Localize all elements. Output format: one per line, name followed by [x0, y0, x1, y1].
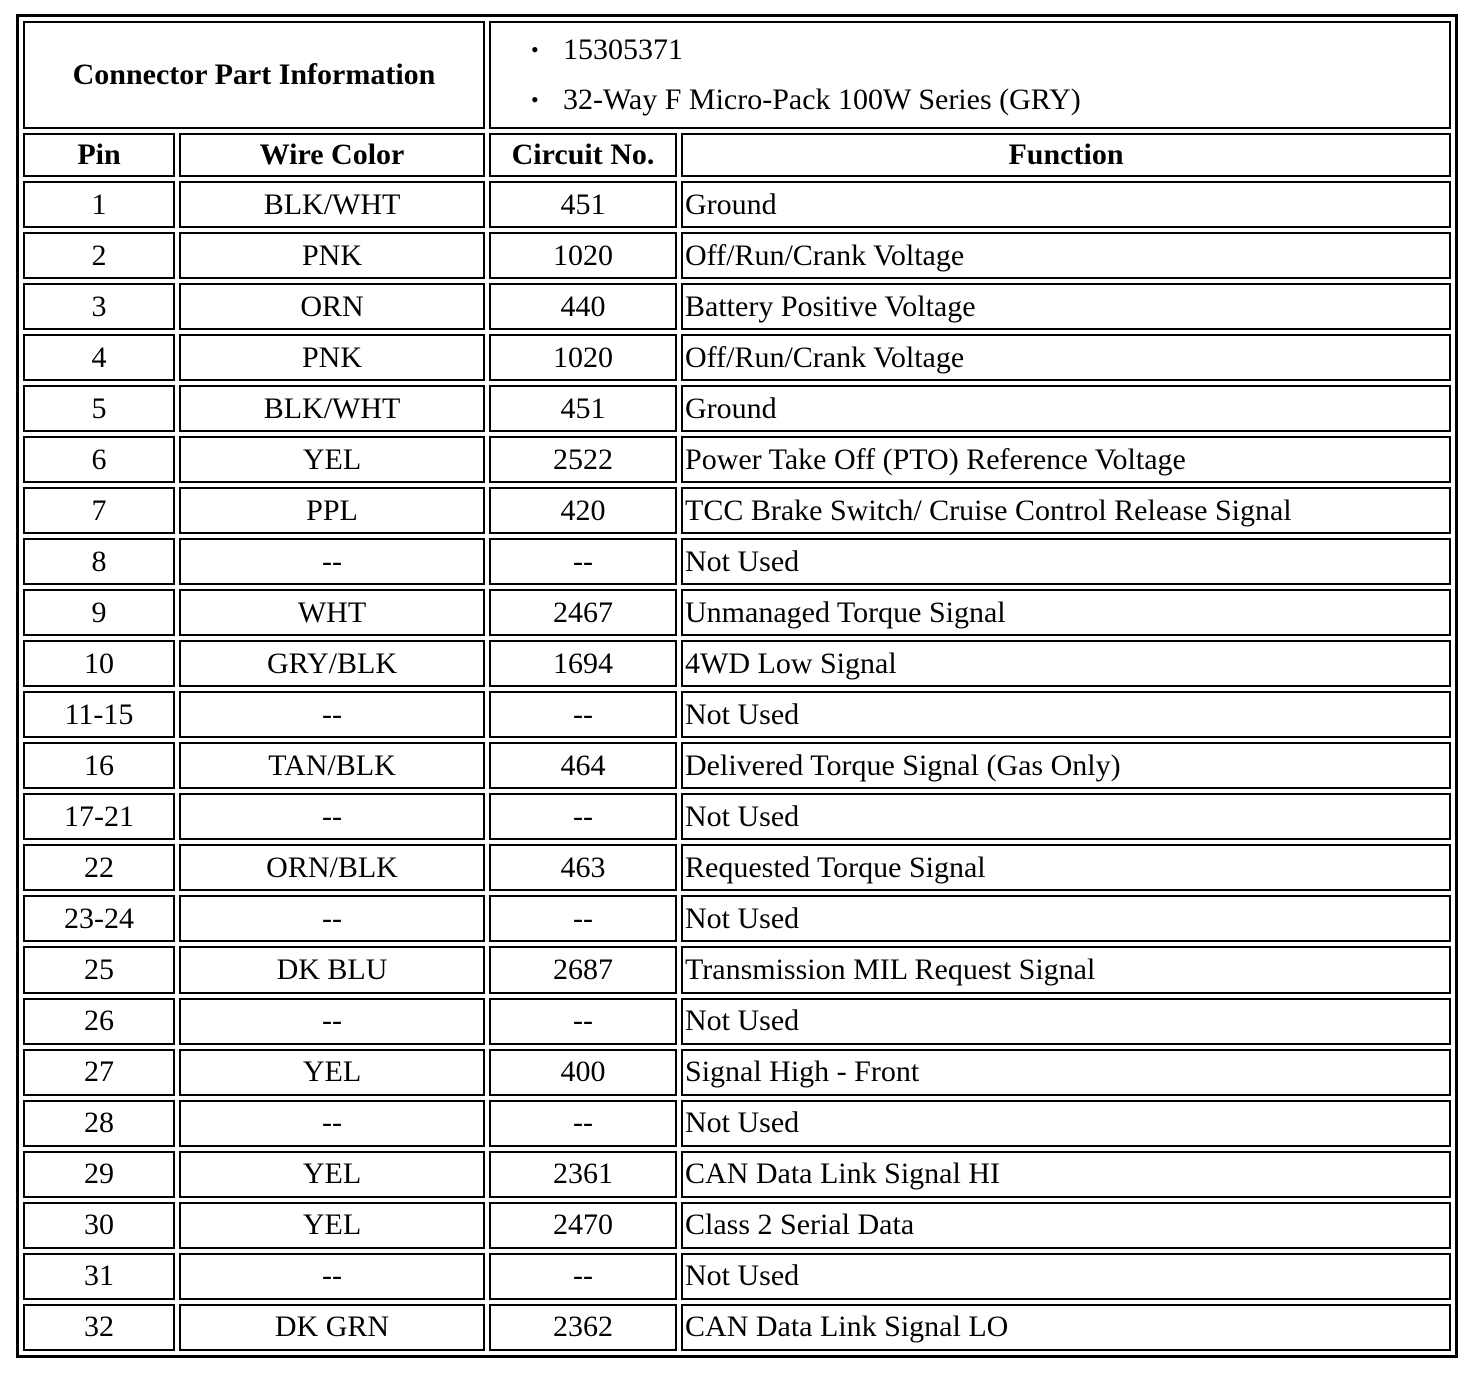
- circuit-no-cell: --: [489, 691, 677, 738]
- part-number: 15305371: [563, 33, 684, 66]
- table-row: [23, 1253, 1451, 1300]
- pin-cell: 6: [23, 436, 175, 483]
- wire-color-cell: BLK/WHT: [179, 181, 485, 228]
- wire-color-cell: TAN/BLK: [179, 742, 485, 789]
- table-row: [23, 640, 1451, 687]
- table-row: [23, 691, 1451, 738]
- bullet-icon: •: [531, 37, 539, 62]
- pin-cell: 10: [23, 640, 175, 687]
- wire-color-cell: BLK/WHT: [179, 385, 485, 432]
- pin-cell: 17-21: [23, 793, 175, 840]
- table-row: [23, 1151, 1451, 1198]
- table-row: [23, 436, 1451, 483]
- circuit-no-cell: 2687: [489, 946, 677, 993]
- function-cell: TCC Brake Switch/ Cruise Control Release Signal: [681, 487, 1451, 534]
- pin-cell: 29: [23, 1151, 175, 1198]
- circuit-no-cell: 2362: [489, 1304, 677, 1351]
- function-cell: Not Used: [681, 691, 1451, 738]
- table-row: [23, 589, 1451, 636]
- circuit-no-cell: --: [489, 1253, 677, 1300]
- pin-cell: 11-15: [23, 691, 175, 738]
- circuit-no-cell: --: [489, 538, 677, 585]
- function-cell: Ground: [681, 181, 1451, 228]
- function-cell: Signal High - Front: [681, 1049, 1451, 1096]
- table-row: [23, 844, 1451, 891]
- wire-color-cell: ORN: [179, 283, 485, 330]
- table-row: [23, 1202, 1451, 1249]
- wire-color-cell: GRY/BLK: [179, 640, 485, 687]
- pin-cell: 8: [23, 538, 175, 585]
- column-header-pin: Pin: [23, 133, 175, 177]
- column-header-wire-color: Wire Color: [179, 133, 485, 177]
- part-info-item: [531, 25, 1449, 75]
- connector-part-info-values: [489, 21, 1451, 129]
- table-row: [23, 538, 1451, 585]
- function-cell: Unmanaged Torque Signal: [681, 589, 1451, 636]
- wire-color-cell: YEL: [179, 1151, 485, 1198]
- function-cell: Off/Run/Crank Voltage: [681, 334, 1451, 381]
- wire-color-cell: WHT: [179, 589, 485, 636]
- part-info-list: [491, 25, 1449, 125]
- circuit-no-cell: 440: [489, 283, 677, 330]
- table-row: [23, 232, 1451, 279]
- table-row: [23, 946, 1451, 993]
- circuit-no-cell: 464: [489, 742, 677, 789]
- circuit-no-cell: --: [489, 1100, 677, 1147]
- wire-color-cell: --: [179, 1100, 485, 1147]
- function-cell: Class 2 Serial Data: [681, 1202, 1451, 1249]
- function-cell: Not Used: [681, 1100, 1451, 1147]
- function-cell: Ground: [681, 385, 1451, 432]
- circuit-no-cell: 451: [489, 181, 677, 228]
- function-cell: Not Used: [681, 1253, 1451, 1300]
- part-info-item: [531, 75, 1449, 125]
- wire-color-cell: DK BLU: [179, 946, 485, 993]
- pin-cell: 31: [23, 1253, 175, 1300]
- table-row: [23, 998, 1451, 1045]
- function-cell: Transmission MIL Request Signal: [681, 946, 1451, 993]
- circuit-no-cell: 463: [489, 844, 677, 891]
- wire-color-cell: --: [179, 1253, 485, 1300]
- wire-color-cell: ORN/BLK: [179, 844, 485, 891]
- table-row: [23, 1304, 1451, 1351]
- pin-cell: 4: [23, 334, 175, 381]
- function-cell: Off/Run/Crank Voltage: [681, 232, 1451, 279]
- pin-cell: 22: [23, 844, 175, 891]
- pin-cell: 3: [23, 283, 175, 330]
- column-header-function: Function: [681, 133, 1451, 177]
- table-row: [23, 895, 1451, 942]
- table-row: [23, 283, 1451, 330]
- table-body: [23, 181, 1451, 1351]
- column-header-row: [23, 133, 1451, 177]
- pin-cell: 30: [23, 1202, 175, 1249]
- function-cell: Delivered Torque Signal (Gas Only): [681, 742, 1451, 789]
- circuit-no-cell: --: [489, 895, 677, 942]
- pin-cell: 26: [23, 998, 175, 1045]
- connector-table-frame: [16, 14, 1458, 1358]
- table-row: [23, 181, 1451, 228]
- pin-cell: 32: [23, 1304, 175, 1351]
- pin-cell: 2: [23, 232, 175, 279]
- table-row: [23, 793, 1451, 840]
- wire-color-cell: YEL: [179, 1202, 485, 1249]
- pin-cell: 1: [23, 181, 175, 228]
- part-description: 32-Way F Micro-Pack 100W Series (GRY): [563, 83, 1081, 116]
- wire-color-cell: YEL: [179, 436, 485, 483]
- pin-cell: 27: [23, 1049, 175, 1096]
- column-header-circuit-no: Circuit No.: [489, 133, 677, 177]
- table-row: [23, 334, 1451, 381]
- function-cell: 4WD Low Signal: [681, 640, 1451, 687]
- bullet-icon: •: [531, 87, 539, 112]
- wire-color-cell: DK GRN: [179, 1304, 485, 1351]
- wire-color-cell: PPL: [179, 487, 485, 534]
- circuit-no-cell: 2470: [489, 1202, 677, 1249]
- connector-table: [19, 17, 1455, 1355]
- function-cell: Not Used: [681, 793, 1451, 840]
- circuit-no-cell: 420: [489, 487, 677, 534]
- pin-cell: 7: [23, 487, 175, 534]
- wire-color-cell: YEL: [179, 1049, 485, 1096]
- table-row: [23, 385, 1451, 432]
- header-row: [23, 21, 1451, 129]
- pin-cell: 28: [23, 1100, 175, 1147]
- wire-color-cell: --: [179, 895, 485, 942]
- circuit-no-cell: --: [489, 793, 677, 840]
- pin-cell: 16: [23, 742, 175, 789]
- table-row: [23, 742, 1451, 789]
- circuit-no-cell: 400: [489, 1049, 677, 1096]
- wire-color-cell: --: [179, 691, 485, 738]
- pin-cell: 23-24: [23, 895, 175, 942]
- circuit-no-cell: --: [489, 998, 677, 1045]
- pin-cell: 5: [23, 385, 175, 432]
- circuit-no-cell: 2522: [489, 436, 677, 483]
- wire-color-cell: --: [179, 793, 485, 840]
- circuit-no-cell: 2467: [489, 589, 677, 636]
- circuit-no-cell: 451: [489, 385, 677, 432]
- wire-color-cell: --: [179, 538, 485, 585]
- table-row: [23, 487, 1451, 534]
- circuit-no-cell: 2361: [489, 1151, 677, 1198]
- circuit-no-cell: 1020: [489, 334, 677, 381]
- function-cell: Power Take Off (PTO) Reference Voltage: [681, 436, 1451, 483]
- function-cell: Battery Positive Voltage: [681, 283, 1451, 330]
- wire-color-cell: --: [179, 998, 485, 1045]
- function-cell: CAN Data Link Signal LO: [681, 1304, 1451, 1351]
- wire-color-cell: PNK: [179, 334, 485, 381]
- pin-cell: 25: [23, 946, 175, 993]
- function-cell: Requested Torque Signal: [681, 844, 1451, 891]
- wire-color-cell: PNK: [179, 232, 485, 279]
- circuit-no-cell: 1694: [489, 640, 677, 687]
- function-cell: Not Used: [681, 895, 1451, 942]
- circuit-no-cell: 1020: [489, 232, 677, 279]
- function-cell: Not Used: [681, 998, 1451, 1045]
- function-cell: Not Used: [681, 538, 1451, 585]
- table-row: [23, 1100, 1451, 1147]
- function-cell: CAN Data Link Signal HI: [681, 1151, 1451, 1198]
- connector-part-info-label: Connector Part Information: [23, 21, 485, 129]
- pin-cell: 9: [23, 589, 175, 636]
- table-row: [23, 1049, 1451, 1096]
